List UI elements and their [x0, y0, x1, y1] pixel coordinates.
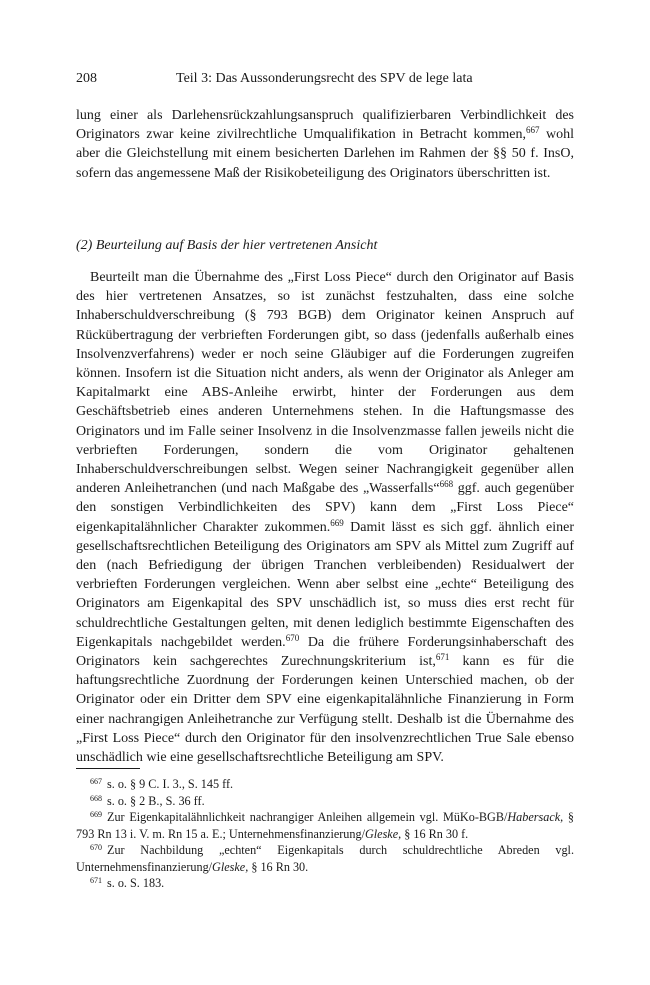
- footnote-ref-670[interactable]: 670: [285, 632, 300, 643]
- footnote-author: Gleske,: [364, 826, 402, 841]
- body-paragraph-2: [76, 268, 574, 767]
- page-number: 208: [76, 71, 97, 86]
- footnote-number: 671: [90, 876, 102, 885]
- footnote-text: Zur Nachbildung „echten“ Eigenkapitals durch schuldrechtliche Abreden vgl. Unternehmensfinanzierung/: [76, 843, 574, 874]
- footnote-ref-667[interactable]: 667: [526, 125, 540, 136]
- footnote-text: s. o. § 2 B., S. 36 ff.: [107, 793, 205, 808]
- footnote-text: § 16 Rn 30 f.: [401, 826, 469, 841]
- footnotes: [76, 776, 574, 892]
- footnote-number: 668: [90, 793, 102, 803]
- body-text: ggf. auch gegenüber den sonstigen Verbindlichkeiten des SPV) kann dem „First Loss Piece“ eigenkapitalähnlicher Charakter zukommen.: [76, 481, 574, 535]
- body-text: wohl aber die Gleichstellung mit einem besicherten Darlehen im Rahmen der §§ 50 f. InsO, sofern das angemessene Maß der Risikobeteiligung des Originators überschritten ist.: [76, 127, 575, 181]
- footnote-671: [76, 875, 574, 892]
- footnote-ref-668[interactable]: 668: [439, 479, 454, 490]
- footnote-author: Habersack,: [507, 810, 564, 824]
- body-paragraph-1: [76, 106, 574, 183]
- footnote-text: s. o. S. 183.: [107, 876, 165, 890]
- body-text: Damit lässt es sich ggf. ähnlich einer gesellschaftsrechtlichen Beteiligung des Originators am SPV als Mittel zum Zugriff auf den (nach Befriedigung der übrigen Tranchen verbleibenden) Residualwert der verbrieften Forderungen vergleichen. Wenn aber selbst eine „echte“ Beteiligung des Originators am Eigenkapital des SPV unschädlich ist, so muss dies erst recht für schuldrechtliche Gestaltungen gelten, mit denen lediglich bestimmte Eigenschaften des Eigenkapitals nachgebildet werden.: [76, 519, 574, 650]
- running-head-title: Teil 3: Das Aussonderungsrecht des SPV de lege lata: [176, 71, 473, 86]
- footnote-668: [76, 793, 574, 810]
- footnote-divider: [76, 768, 140, 769]
- footnote-670: [76, 842, 574, 875]
- footnote-author: Gleske,: [212, 859, 249, 874]
- section-subheading: (2) Beurteilung auf Basis der hier vertretenen Ansicht: [76, 238, 378, 253]
- footnote-number: 669: [90, 810, 102, 819]
- footnote-text: s. o. § 9 C. I. 3., S. 145 ff.: [107, 777, 234, 791]
- footnote-669: [76, 809, 574, 842]
- body-text: kann es für die haftungsrechtliche Zuordnung der Forderungen keinen Unterschied machen, ob der Originator oder ein Dritter dem SPV eine eigenkapitalähnliche Finanzierung in Form einer nachrangigen Anleihetranche zur Verfügung stellt. Deshalb ist die Übernahme des „First Loss Piece“ durch den Originator für den insolvenzrechtlichen True Sale ebenso unschädlich wie eine gesellschaftsrechtliche Beteiligung am SPV.: [76, 654, 574, 766]
- footnote-number: 667: [90, 777, 102, 786]
- footnote-text: § 793 Rn 13 i. V. m. Rn 15 a. E.; Unternehmensfinanzierung/: [76, 810, 575, 841]
- footnote-667: [76, 776, 574, 793]
- footnote-ref-669[interactable]: 669: [330, 517, 344, 528]
- footnote-ref-671[interactable]: 671: [435, 652, 450, 663]
- body-text: Da die frühere Forderungsinhaberschaft des Originators kein sachgerechtes Zurechnungskriterium ist,: [76, 634, 574, 670]
- footnote-text: Zur Eigenkapitalähnlichkeit nachrangiger Anleihen allgemein vgl. MüKo-BGB/: [107, 810, 508, 824]
- footnote-number: 670: [90, 843, 102, 852]
- body-text: lung einer als Darlehensrückzahlungsanspruch qualifizierbaren Verbindlichkeit des Originators zwar keine zivilrechtliche Umqualifikation in Betracht kommen,: [76, 108, 574, 143]
- footnote-text: § 16 Rn 30.: [248, 859, 309, 874]
- body-text: Beurteilt man die Übernahme des „First Loss Piece“ durch den Originator auf Basis des hier vertretenen Ansatzes, so ist zunächst festzuhalten, dass eine solche Inhaberschuldverschreibung (§ 793 BGB) dem Originator keinen Anspruch auf Rückübertragung der verbrieften Forderungen gibt, so dass (jedenfalls außerhalb eines Insolvenzverfahrens) weder er noch seine Gläubiger auf die Forderungen zugreifen können. Insofern ist die Situation nicht anders, als wenn der Originator als Anleger am Kapitalmarkt eine ABS-Anleihe erwirbt, hinter der Forderungen aus dem Geschäftsbetrieb eines anderen Unternehmens stehen. In die Haftungsmasse des Originators und im Falle seiner Insolvenz in die Insolvenzmasse fallen jeweils nicht die verbrieften Forderungen, sondern die vom Originator gehaltenen Inhaberschuldverschreibungen selbst. Wegen seiner Nachrangigkeit gegenüber allen anderen Anleihetranchen (und nach Maßgabe des „Wasserfalls“: [76, 270, 574, 497]
